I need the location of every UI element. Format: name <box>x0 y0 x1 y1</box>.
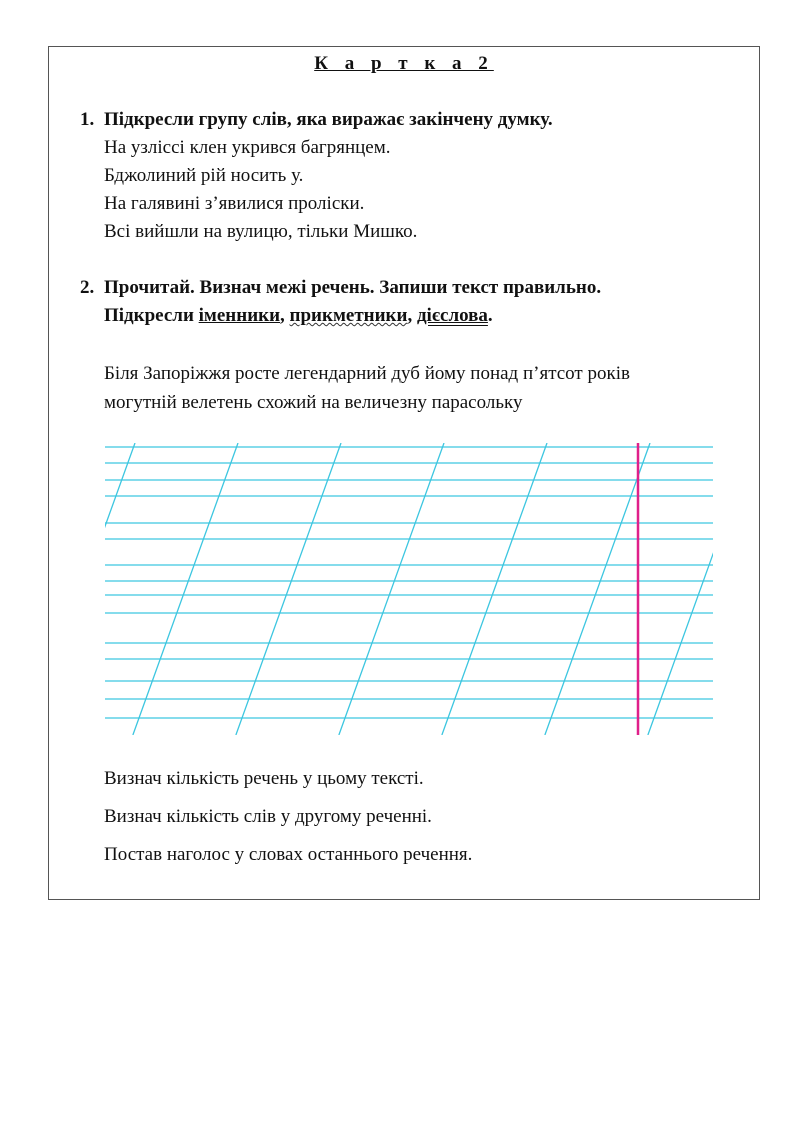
question-2: Визнач кількість слів у другому реченні. <box>104 806 432 827</box>
exercise-text-line2: могутній велетень схожий на величезну парасольку <box>104 392 523 413</box>
grid-slant-line <box>105 443 135 735</box>
writing-grid[interactable] <box>105 443 713 735</box>
exercise-text-line1: Біля Запоріжжя росте легендарний дуб йому понад п’ятсот років <box>104 363 630 384</box>
adjectives-word: прикметники <box>289 305 408 326</box>
task1-option-3: На галявині з’явилися проліски. <box>104 193 365 214</box>
card-title: К а р т к а 2 <box>314 53 494 74</box>
prompt-prefix: Підкресли <box>104 305 199 326</box>
task1-prompt: Підкресли групу слів, яка виражає закінчену думку. <box>104 109 553 130</box>
comma-2: , <box>407 305 417 326</box>
task1-option-4: Всі вийшли на вулицю, тільки Мишко. <box>104 221 418 242</box>
task2-prompt-line2 <box>104 305 493 327</box>
question-1: Визнач кількість речень у цьому тексті. <box>104 768 424 789</box>
grid-slant-line <box>442 443 547 735</box>
grid-slant-line <box>545 443 650 735</box>
period: . <box>487 305 493 326</box>
verbs-word: дієслова <box>416 305 488 326</box>
grid-slant-line <box>236 443 341 735</box>
question-3: Постав наголос у словах останнього речення. <box>104 844 473 865</box>
grid-slant-line <box>133 443 238 735</box>
task2-number: 2. <box>80 277 95 298</box>
grid-slant-line <box>339 443 444 735</box>
task1-option-1: На узліссі клен укрився багрянцем. <box>104 137 391 158</box>
task1-option-2: Бджолиний рій носить у. <box>104 165 304 186</box>
task1-number: 1. <box>80 109 95 130</box>
comma-1: , <box>280 305 290 326</box>
task-card <box>48 46 760 900</box>
task2-prompt-line1: Прочитай. Визнач межі речень. Запиши текст правильно. <box>104 277 602 298</box>
nouns-word: іменники <box>198 305 281 326</box>
grid-slant-line <box>648 443 713 735</box>
